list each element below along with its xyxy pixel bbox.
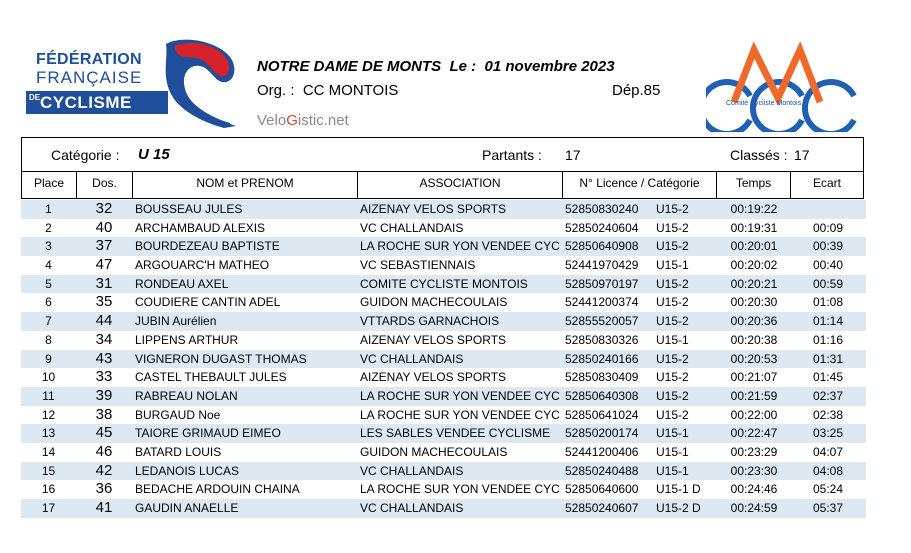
- cell-ecart: 01:08: [812, 295, 844, 310]
- cell-name: COUDIERE CANTIN ADEL: [135, 295, 281, 310]
- cell-place: 11: [42, 388, 55, 403]
- cell-place: 10: [41, 370, 56, 385]
- cell-assoc: VC CHALLANDAIS: [360, 220, 464, 235]
- organizer: Org. : CC MONTOIS: [257, 82, 399, 99]
- cell-dos: 44: [95, 312, 113, 330]
- cell-place: 8: [45, 332, 52, 347]
- cell-temps: 00:24:46: [730, 482, 778, 497]
- table-row: [21, 443, 866, 462]
- ffc-logo: [26, 36, 241, 132]
- table-row: [21, 312, 866, 331]
- cell-temps: 00:19:22: [730, 202, 778, 216]
- ffc-logo-line3: CYCLISME: [40, 93, 132, 112]
- cell-dos: 39: [95, 386, 113, 404]
- cell-cat: U15-2: [656, 202, 689, 216]
- cell-dos: 33: [95, 368, 113, 386]
- cell-cat: U15-2: [656, 239, 689, 254]
- cell-licence: 52850641024: [565, 407, 639, 422]
- cell-name: BOURDEZEAU BAPTISTE: [135, 239, 280, 254]
- cell-temps: 00:24:59: [730, 501, 778, 515]
- department: Dép.85: [612, 82, 661, 99]
- cell-place: 9: [45, 351, 52, 366]
- ffc-logo-line1: FÉDÉRATION: [36, 51, 142, 68]
- cell-place: 17: [41, 501, 56, 515]
- event-title: NOTRE DAME DE MONTS Le : 01 novembre 2023: [257, 58, 615, 75]
- cell-cat: U15-1: [656, 463, 689, 478]
- cell-licence: 52441970429: [565, 258, 639, 273]
- ccm-caption: Comité Cycliste Montois: [726, 100, 802, 107]
- column-header-name: NOM et PRENOM: [133, 171, 358, 198]
- cell-cat: U15-2 D: [656, 501, 701, 515]
- cell-place: 13: [41, 426, 56, 441]
- cell-licence: 52441200406: [565, 444, 639, 459]
- cell-cat: U15-2: [656, 314, 689, 329]
- cell-temps: 00:20:01: [730, 239, 778, 254]
- cell-temps: 00:22:47: [730, 426, 778, 441]
- cell-cat: U15-2: [656, 407, 689, 422]
- classes-value: 17: [794, 147, 810, 163]
- info-row: [22, 138, 863, 172]
- cell-cat: U15-2: [656, 220, 689, 235]
- cell-name: LEDANOIS LUCAS: [135, 463, 240, 478]
- cell-assoc: LA ROCHE SUR YON VENDEE CYC: [360, 239, 560, 254]
- cell-name: BURGAUD Noe: [135, 407, 221, 422]
- table-row: [21, 275, 866, 294]
- table-row: [21, 219, 866, 238]
- column-header-licence: N° Licence / Catégorie: [563, 171, 717, 198]
- cell-dos: 31: [95, 274, 113, 292]
- cell-place: 5: [45, 276, 52, 291]
- cell-cat: U15-2: [656, 351, 689, 366]
- cell-ecart: 00:09: [812, 220, 844, 235]
- results-table-header: [21, 137, 864, 199]
- cell-dos: 34: [95, 330, 113, 348]
- cell-assoc: VC SEBASTIENNAIS: [360, 258, 476, 273]
- cell-place: 3: [45, 239, 52, 254]
- cell-cat: U15-2: [656, 388, 689, 403]
- cell-dos: 42: [95, 461, 113, 479]
- cell-ecart: 00:39: [812, 239, 844, 254]
- cell-dos: 45: [95, 424, 113, 442]
- cell-assoc: VC CHALLANDAIS: [360, 351, 464, 366]
- table-row: [21, 256, 866, 275]
- velogistic-part-a: Velo: [257, 112, 287, 129]
- cell-assoc: LA ROCHE SUR YON VENDEE CYC: [360, 407, 560, 422]
- cell-licence: 52850830240: [565, 202, 639, 216]
- partants-label: Partants :: [482, 147, 542, 163]
- cell-name: RABREAU NOLAN: [135, 388, 238, 403]
- cell-dos: 37: [95, 237, 113, 255]
- cell-temps: 00:20:30: [730, 295, 778, 310]
- velogistic-part-b: G: [286, 112, 298, 129]
- cell-ecart: 01:31: [812, 351, 844, 366]
- cell-name: ARGOUARC'H MATHEO: [135, 258, 270, 273]
- cell-assoc: LES SABLES VENDEE CYCLISME: [360, 426, 551, 441]
- table-row: [21, 200, 866, 219]
- cell-temps: 00:20:02: [730, 258, 778, 273]
- classes-label: Classés :: [730, 147, 788, 163]
- cell-name: VIGNERON DUGAST THOMAS: [135, 351, 307, 366]
- cell-dos: 40: [95, 218, 113, 236]
- cell-temps: 00:21:59: [730, 388, 778, 403]
- cell-assoc: AIZENAY VELOS SPORTS: [360, 370, 507, 385]
- cell-temps: 00:22:00: [730, 407, 778, 422]
- cell-assoc: AIZENAY VELOS SPORTS: [360, 332, 507, 347]
- cell-dos: 47: [95, 256, 113, 274]
- cell-cat: U15-1: [656, 426, 689, 441]
- cell-name: BOUSSEAU JULES: [135, 202, 243, 216]
- cell-ecart: 01:45: [812, 370, 844, 385]
- table-row: [21, 499, 866, 518]
- cell-assoc: LA ROCHE SUR YON VENDEE CYC: [360, 388, 560, 403]
- cell-licence: 52850640308: [565, 388, 639, 403]
- table-row: [21, 424, 866, 443]
- cell-dos: 41: [95, 499, 113, 516]
- table-row: [21, 368, 866, 387]
- partants-value: 17: [565, 147, 581, 163]
- cell-licence: 52850830326: [565, 332, 639, 347]
- cell-cat: U15-1: [656, 258, 689, 273]
- cell-cat: U15-1: [656, 444, 689, 459]
- cell-licence: 52850830409: [565, 370, 639, 385]
- results-table-body: [21, 200, 866, 518]
- cell-place: 12: [41, 407, 56, 422]
- cell-licence: 52850240607: [565, 501, 639, 515]
- cell-licence: 52850970197: [565, 276, 639, 291]
- column-header-ecart: Ecart: [812, 176, 841, 190]
- table-row: [21, 462, 866, 481]
- cell-ecart: 04:07: [812, 444, 844, 459]
- cell-dos: 46: [95, 442, 113, 460]
- cell-temps: 00:19:31: [730, 220, 778, 235]
- cell-licence: 52850240604: [565, 220, 639, 235]
- cell-dos: 43: [95, 349, 113, 367]
- table-row: [21, 480, 866, 499]
- cell-ecart: 01:14: [812, 314, 844, 329]
- velogistic-brand: [257, 112, 349, 129]
- cell-name: TAIORE GRIMAUD EIMEO: [135, 426, 281, 441]
- ccm-emblem-icon: [706, 42, 858, 132]
- cell-cat: U15-2: [656, 295, 689, 310]
- cell-assoc: GUIDON MACHECOULAIS: [360, 444, 508, 459]
- cell-ecart: 02:37: [812, 388, 844, 403]
- cell-assoc: AIZENAY VELOS SPORTS: [360, 202, 507, 216]
- table-row: [21, 387, 866, 406]
- cell-name: ARCHAMBAUD ALEXIS: [135, 220, 266, 235]
- cell-place: 16: [41, 482, 56, 497]
- column-header-temps: Temps: [717, 171, 791, 198]
- cell-name: CASTEL THEBAULT JULES: [135, 370, 287, 385]
- table-row: [21, 406, 866, 425]
- cell-temps: 00:21:07: [730, 370, 778, 385]
- cell-dos: 32: [95, 200, 113, 217]
- cell-temps: 00:23:29: [730, 444, 778, 459]
- cell-place: 4: [45, 258, 52, 273]
- table-row: [21, 237, 866, 256]
- cell-assoc: VTTARDS GARNACHOIS: [360, 314, 500, 329]
- cell-cat: U15-1: [656, 332, 689, 347]
- cell-cat: U15-2: [656, 276, 689, 291]
- cell-temps: 00:20:38: [730, 332, 778, 347]
- cell-ecart: 01:16: [812, 332, 844, 347]
- category-label: Catégorie :: [51, 147, 120, 163]
- cell-name: LIPPENS ARTHUR: [135, 332, 239, 347]
- cell-dos: 38: [95, 405, 113, 423]
- cell-ecart: 03:25: [812, 426, 844, 441]
- table-row: [21, 350, 866, 369]
- cell-name: BATARD LOUIS: [135, 444, 222, 459]
- cell-ecart: 02:38: [812, 407, 844, 422]
- cell-ecart: 05:37: [812, 501, 844, 515]
- cell-name: JUBIN Aurélien: [135, 314, 217, 329]
- cell-ecart: 04:08: [812, 463, 844, 478]
- cell-place: 15: [41, 463, 56, 478]
- column-header-dos: Dos.: [77, 171, 133, 198]
- cell-cat: U15-2: [656, 370, 689, 385]
- category-value: U 15: [138, 146, 170, 163]
- cell-place: 6: [45, 295, 52, 310]
- cell-name: GAUDIN ANAELLE: [135, 501, 239, 515]
- table-row: [21, 293, 866, 312]
- cell-place: 14: [41, 444, 56, 459]
- cell-licence: 52850640600: [565, 482, 639, 497]
- ffc-logo-prefix: DE: [29, 93, 41, 102]
- cell-licence: 52850240166: [565, 351, 639, 366]
- cell-ecart: 00:40: [812, 258, 844, 273]
- cell-licence: 52850240488: [565, 463, 639, 478]
- cell-name: RONDEAU AXEL: [135, 276, 229, 291]
- column-headers: [22, 171, 863, 198]
- cell-cat: U15-1 D: [656, 482, 701, 497]
- cell-ecart: 00:59: [812, 276, 844, 291]
- column-header-association: ASSOCIATION: [358, 171, 563, 198]
- ffc-logo-line2: FRANÇAISE: [36, 68, 143, 87]
- velogistic-part-c: istic.net: [297, 112, 349, 129]
- cell-dos: 36: [95, 480, 113, 498]
- cell-dos: 35: [95, 293, 113, 311]
- cell-licence: 52850200174: [565, 426, 639, 441]
- ffc-swoosh-icon: [144, 36, 241, 132]
- column-header-place: Place: [22, 171, 77, 198]
- cell-assoc: VC CHALLANDAIS: [360, 463, 464, 478]
- cell-licence: 52855520057: [565, 314, 639, 329]
- cell-assoc: VC CHALLANDAIS: [360, 501, 464, 515]
- cell-assoc: LA ROCHE SUR YON VENDEE CYC: [360, 482, 560, 497]
- cell-temps: 00:23:30: [730, 463, 778, 478]
- cell-licence: 52850640908: [565, 239, 639, 254]
- cell-assoc: COMITE CYCLISTE MONTOIS: [360, 276, 528, 291]
- cell-place: 2: [45, 220, 52, 235]
- cell-temps: 00:20:21: [730, 276, 778, 291]
- cell-temps: 00:20:36: [730, 314, 778, 329]
- table-row: [21, 331, 866, 350]
- cell-place: 7: [45, 314, 52, 329]
- cell-ecart: 05:24: [812, 482, 844, 497]
- cell-name: BEDACHE ARDOUIN CHAINA: [135, 482, 300, 497]
- cell-temps: 00:20:53: [730, 351, 778, 366]
- cell-assoc: GUIDON MACHECOULAIS: [360, 295, 508, 310]
- ccm-logo: [706, 42, 858, 132]
- cell-licence: 52441200374: [565, 295, 639, 310]
- cell-place: 1: [45, 202, 52, 216]
